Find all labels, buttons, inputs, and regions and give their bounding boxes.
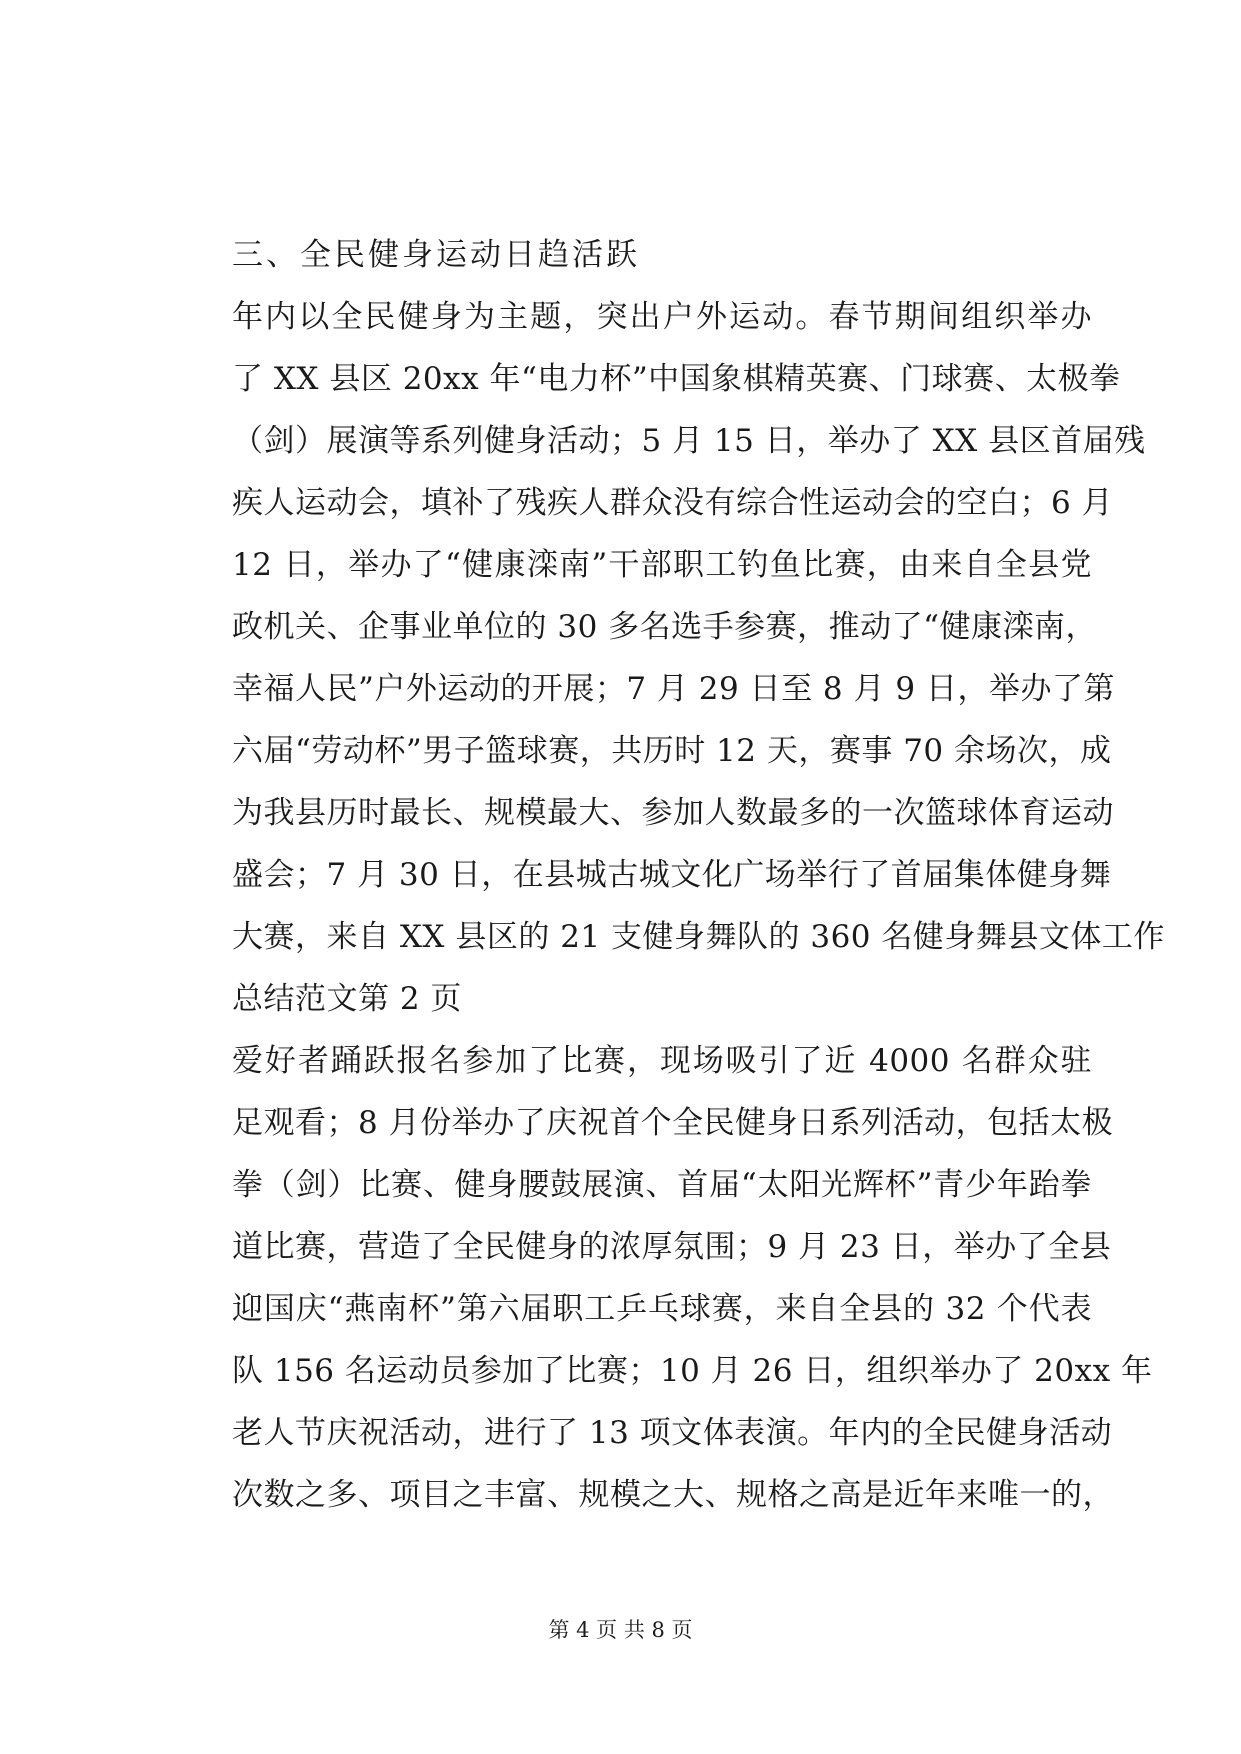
paragraph-line: 政机关、企事业单位的 30 多名选手参赛，推动了“健康滦南， (232, 609, 1097, 645)
document-body (232, 224, 1165, 1526)
paragraph-line: 12 日，举办了“健康滦南”干部职工钓鱼比赛，由来自全县党 (232, 547, 1092, 583)
paragraph-line: 疾人运动会，填补了残疾人群众没有综合性运动会的空白；6 月 (232, 485, 1114, 521)
page-footer (0, 1616, 1241, 1644)
paragraph-line: 迎国庆“燕南杯”第六届职工乒乓球赛，来自全县的 32 个代表 (232, 1291, 1092, 1327)
paragraph-line: 大赛，来自 XX 县区的 21 支健身舞队的 360 名健身舞县文体工作 (232, 919, 1165, 955)
paragraph-2 (232, 1030, 1153, 1526)
page-number-label: 第 4 页 共 8 页 (548, 1618, 693, 1642)
paragraph-line: 队 156 名运动员参加了比赛；10 月 26 日，组织举办了 20xx 年 (232, 1353, 1153, 1389)
paragraph-line: 盛会；7 月 30 日，在县城古城文化广场举行了首届集体健身舞 (232, 857, 1112, 893)
paragraph-line: 足观看；8 月份举办了庆祝首个全民健身日系列活动，包括太极 (232, 1105, 1114, 1141)
paragraph-line: 为我县历时最长、规模最大、参加人数最多的一次篮球体育运动 (232, 795, 1114, 831)
paragraph-line: 道比赛，营造了全民健身的浓厚氛围；9 月 23 日，举办了全县 (232, 1229, 1112, 1265)
paragraph-line: 年内以全民健身为主题，突出户外运动。春节期间组织举办 (232, 299, 1092, 335)
paragraph-line: 总结范文第 2 页 (232, 981, 462, 1017)
paragraph-line: 拳（剑）比赛、健身腰鼓展演、首届“太阳光辉杯”青少年跆拳 (232, 1167, 1092, 1203)
paragraph-line: 爱好者踊跃报名参加了比赛，现场吸引了近 4000 名群众驻 (232, 1043, 1092, 1079)
paragraph-line: 幸福人民”户外运动的开展；7 月 29 日至 8 月 9 日，举办了第 (232, 671, 1115, 707)
section-heading: 三、全民健身运动日趋活跃 (232, 237, 640, 273)
paragraph-line: （剑）展演等系列健身活动；5 月 15 日，举办了 XX 县区首届残 (232, 423, 1146, 459)
paragraph-line: 次数之多、项目之丰富、规模之大、规格之高是近年来唯一的， (232, 1477, 1114, 1513)
paragraph-1 (232, 286, 1165, 1030)
paragraph-line: 了 XX 县区 20xx 年“电力杯”中国象棋精英赛、门球赛、太极拳 (232, 361, 1121, 397)
paragraph-line: 六届“劳动杯”男子篮球赛，共历时 12 天，赛事 70 余场次，成 (232, 733, 1112, 769)
paragraph-line: 老人节庆祝活动，进行了 13 项文体表演。年内的全民健身活动 (232, 1415, 1113, 1451)
